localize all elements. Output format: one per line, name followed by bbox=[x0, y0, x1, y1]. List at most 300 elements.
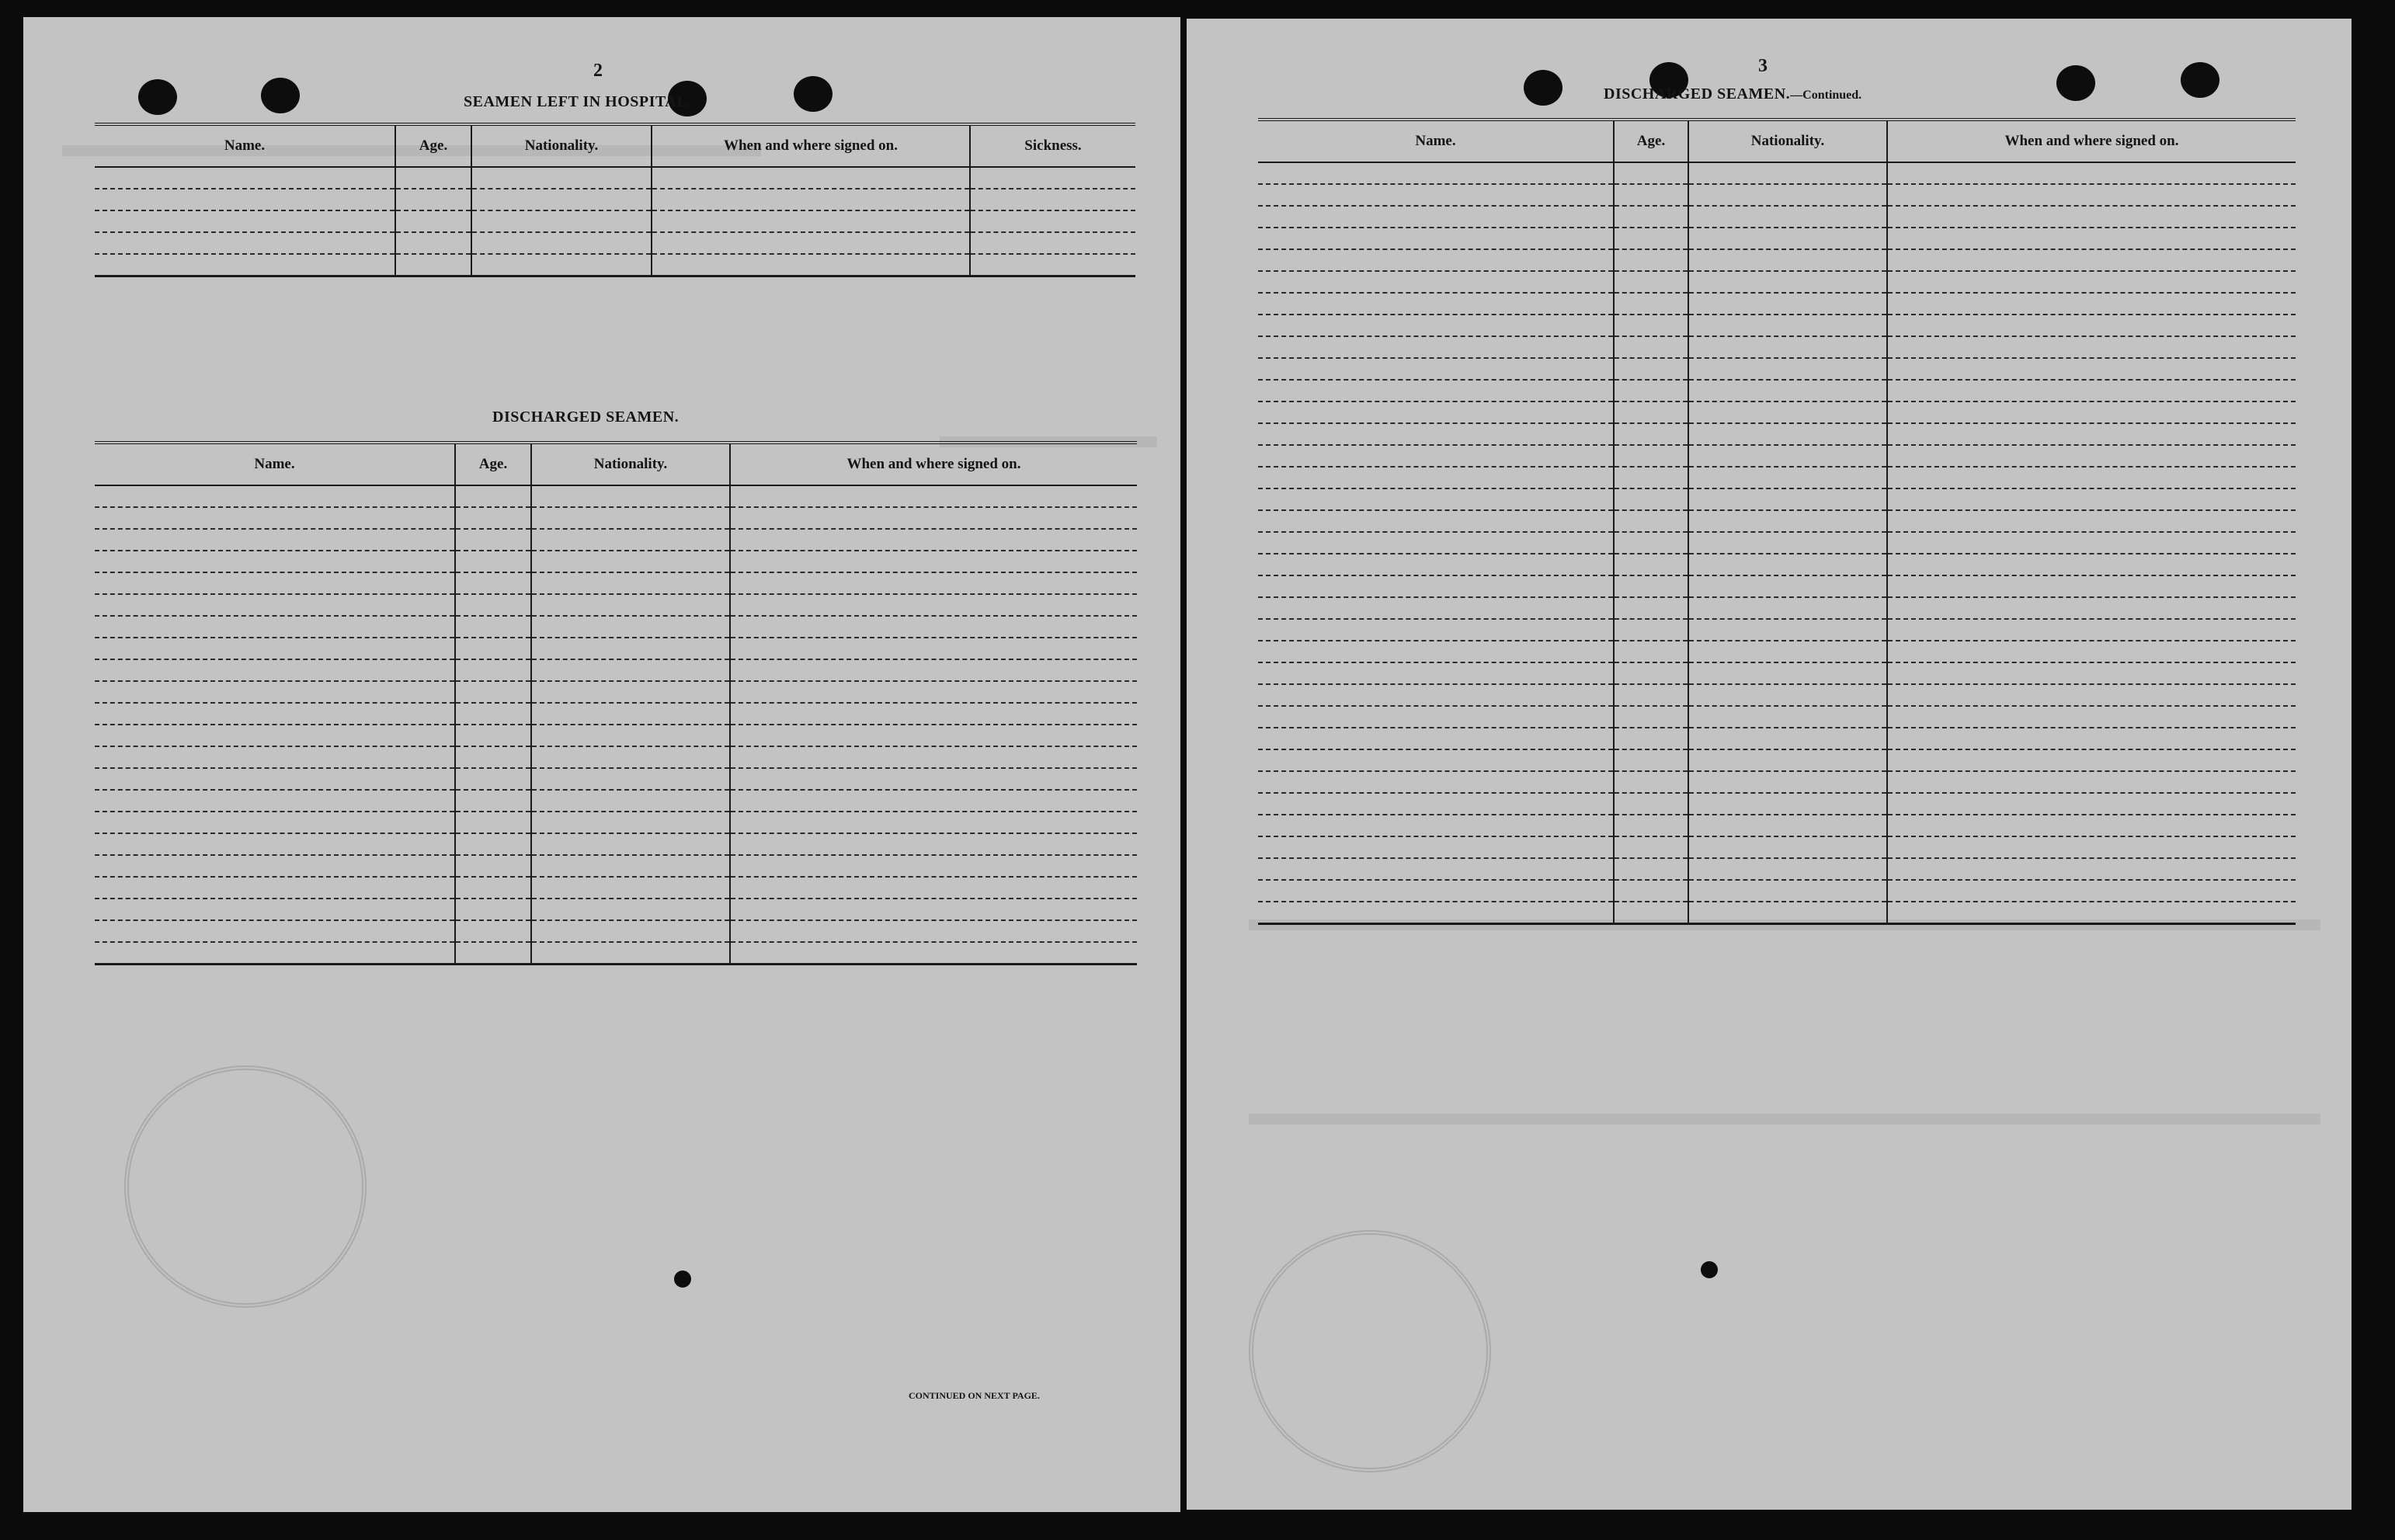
table-cell bbox=[1614, 793, 1688, 815]
table-cell bbox=[531, 659, 730, 681]
table-cell bbox=[1614, 902, 1688, 924]
table-cell bbox=[1688, 619, 1887, 641]
table-row bbox=[1258, 902, 2296, 924]
table-cell bbox=[1258, 880, 1614, 902]
table-cell bbox=[1258, 902, 1614, 924]
table-row bbox=[1258, 380, 2296, 402]
table-cell bbox=[531, 920, 730, 942]
table-cell bbox=[531, 833, 730, 855]
column-header-name: Name. bbox=[95, 443, 455, 485]
table-cell bbox=[1688, 162, 1887, 184]
table-cell bbox=[531, 507, 730, 529]
table-row bbox=[1258, 706, 2296, 728]
table-cell bbox=[1614, 815, 1688, 836]
table-row bbox=[95, 812, 1137, 833]
table-cell bbox=[1688, 880, 1887, 902]
table-row bbox=[1258, 554, 2296, 575]
table-cell bbox=[1688, 597, 1887, 619]
table-cell bbox=[730, 485, 1137, 507]
table-cell bbox=[730, 594, 1137, 616]
table-row bbox=[95, 551, 1137, 572]
discharged-table bbox=[95, 441, 1137, 965]
table-cell bbox=[1887, 423, 2296, 445]
table-cell bbox=[471, 167, 652, 189]
table-cell bbox=[95, 210, 395, 232]
table-cell bbox=[1688, 532, 1887, 554]
table-cell bbox=[1258, 815, 1614, 836]
table-cell bbox=[1887, 271, 2296, 293]
table-cell bbox=[1614, 749, 1688, 771]
table-cell bbox=[471, 189, 652, 210]
column-header-age: Age. bbox=[455, 443, 531, 485]
table-cell bbox=[1258, 293, 1614, 315]
table-cell bbox=[1688, 249, 1887, 271]
table-row bbox=[1258, 206, 2296, 228]
table-cell bbox=[1614, 706, 1688, 728]
table-cell bbox=[1688, 206, 1887, 228]
table-cell bbox=[531, 529, 730, 551]
table-row bbox=[95, 681, 1137, 703]
table-cell bbox=[730, 681, 1137, 703]
table-cell bbox=[1258, 228, 1614, 249]
table-row bbox=[1258, 271, 2296, 293]
table-cell bbox=[95, 638, 455, 659]
table-cell bbox=[1887, 445, 2296, 467]
table-cell bbox=[1887, 206, 2296, 228]
table-row bbox=[1258, 641, 2296, 662]
table-row bbox=[1258, 815, 2296, 836]
table-cell bbox=[1614, 228, 1688, 249]
table-cell bbox=[455, 681, 531, 703]
table-cell bbox=[1688, 293, 1887, 315]
table-cell bbox=[1258, 336, 1614, 358]
table-cell bbox=[1258, 488, 1614, 510]
table-cell bbox=[1887, 228, 2296, 249]
table-cell bbox=[1614, 662, 1688, 684]
table-row bbox=[1258, 445, 2296, 467]
column-header-name: Name. bbox=[1258, 120, 1614, 162]
table-cell bbox=[1887, 336, 2296, 358]
table-cell bbox=[1688, 184, 1887, 206]
table-cell bbox=[1258, 662, 1614, 684]
table-cell bbox=[95, 790, 455, 812]
punch-hole bbox=[261, 78, 300, 113]
table-cell bbox=[531, 485, 730, 507]
table-cell bbox=[531, 616, 730, 638]
punch-hole bbox=[794, 76, 833, 112]
table-cell bbox=[1688, 836, 1887, 858]
table-row bbox=[1258, 597, 2296, 619]
table-cell bbox=[730, 572, 1137, 594]
column-header-signed-on: When and where signed on. bbox=[730, 443, 1137, 485]
table-cell bbox=[1887, 836, 2296, 858]
table-row bbox=[1258, 684, 2296, 706]
table-cell bbox=[1887, 902, 2296, 924]
table-cell bbox=[1614, 597, 1688, 619]
table-cell bbox=[1258, 597, 1614, 619]
table-cell bbox=[95, 812, 455, 833]
table-cell bbox=[730, 877, 1137, 899]
table-cell bbox=[95, 507, 455, 529]
table-cell bbox=[395, 167, 471, 189]
table-cell bbox=[455, 572, 531, 594]
table-cell bbox=[1258, 445, 1614, 467]
table-cell bbox=[1258, 836, 1614, 858]
table-cell bbox=[1258, 271, 1614, 293]
table-row bbox=[95, 529, 1137, 551]
table-cell bbox=[531, 594, 730, 616]
table-row bbox=[1258, 836, 2296, 858]
table-row bbox=[95, 855, 1137, 877]
table-cell bbox=[1614, 271, 1688, 293]
table-cell bbox=[531, 812, 730, 833]
table-row bbox=[95, 920, 1137, 942]
table-cell bbox=[95, 855, 455, 877]
table-cell bbox=[1887, 402, 2296, 423]
punch-hole bbox=[1524, 70, 1562, 106]
punch-hole bbox=[2056, 65, 2095, 101]
table-cell bbox=[1887, 293, 2296, 315]
table-cell bbox=[1688, 336, 1887, 358]
table-cell bbox=[1258, 858, 1614, 880]
table-cell bbox=[970, 254, 1135, 276]
table-row bbox=[1258, 358, 2296, 380]
table-row bbox=[1258, 575, 2296, 597]
table-cell bbox=[455, 942, 531, 965]
table-cell bbox=[1688, 749, 1887, 771]
faint-stamp bbox=[1249, 1230, 1491, 1472]
table-row bbox=[1258, 749, 2296, 771]
table-cell bbox=[1258, 402, 1614, 423]
table-cell bbox=[1887, 641, 2296, 662]
page-number: 2 bbox=[593, 61, 603, 81]
table-row bbox=[95, 899, 1137, 920]
table-cell bbox=[455, 551, 531, 572]
table-cell bbox=[95, 529, 455, 551]
table-cell bbox=[1258, 641, 1614, 662]
table-cell bbox=[1688, 445, 1887, 467]
table-cell bbox=[531, 703, 730, 725]
table-cell bbox=[1614, 880, 1688, 902]
table-row bbox=[1258, 467, 2296, 488]
table-cell bbox=[1887, 162, 2296, 184]
table-cell bbox=[1614, 728, 1688, 749]
table-cell bbox=[1887, 749, 2296, 771]
table-cell bbox=[730, 507, 1137, 529]
table-cell bbox=[730, 855, 1137, 877]
ink-dot bbox=[1701, 1261, 1718, 1278]
hospital-table bbox=[95, 123, 1135, 277]
table-cell bbox=[1258, 728, 1614, 749]
table-row bbox=[95, 725, 1137, 746]
faint-stamp bbox=[124, 1065, 367, 1308]
table-row bbox=[1258, 662, 2296, 684]
table-cell bbox=[1887, 706, 2296, 728]
table-cell bbox=[1614, 858, 1688, 880]
table-cell bbox=[1688, 510, 1887, 532]
table-cell bbox=[1614, 358, 1688, 380]
table-cell bbox=[730, 812, 1137, 833]
table-cell bbox=[1688, 488, 1887, 510]
table-row bbox=[1258, 293, 2296, 315]
column-header-nationality: Nationality. bbox=[531, 443, 730, 485]
table-cell bbox=[970, 210, 1135, 232]
table-row bbox=[1258, 771, 2296, 793]
table-cell bbox=[471, 254, 652, 276]
table-cell bbox=[1258, 206, 1614, 228]
discharged-continued-title bbox=[1604, 85, 1861, 103]
ink-dot bbox=[674, 1271, 691, 1288]
table-cell bbox=[1887, 467, 2296, 488]
table-cell bbox=[95, 942, 455, 965]
table-cell bbox=[1688, 380, 1887, 402]
table-cell bbox=[1258, 706, 1614, 728]
punch-hole bbox=[138, 79, 177, 115]
table-cell bbox=[95, 485, 455, 507]
table-cell bbox=[395, 254, 471, 276]
table-cell bbox=[455, 485, 531, 507]
table-cell bbox=[531, 942, 730, 965]
table-row bbox=[95, 638, 1137, 659]
table-cell bbox=[455, 920, 531, 942]
table-cell bbox=[471, 232, 652, 254]
table-cell bbox=[455, 529, 531, 551]
column-header-signed-on: When and where signed on. bbox=[1887, 120, 2296, 162]
table-cell bbox=[95, 189, 395, 210]
table-cell bbox=[730, 659, 1137, 681]
table-cell bbox=[531, 790, 730, 812]
table-cell bbox=[531, 899, 730, 920]
table-cell bbox=[1887, 619, 2296, 641]
table-row bbox=[1258, 728, 2296, 749]
table-cell bbox=[455, 616, 531, 638]
table-cell bbox=[531, 855, 730, 877]
table-cell bbox=[531, 551, 730, 572]
table-cell bbox=[1688, 858, 1887, 880]
table-cell bbox=[1614, 249, 1688, 271]
table-cell bbox=[1614, 336, 1688, 358]
table-cell bbox=[1887, 358, 2296, 380]
table-cell bbox=[730, 746, 1137, 768]
table-row bbox=[95, 746, 1137, 768]
column-header-nationality: Nationality. bbox=[471, 124, 652, 167]
table-cell bbox=[1258, 554, 1614, 575]
table-cell bbox=[1887, 554, 2296, 575]
table-cell bbox=[1258, 315, 1614, 336]
table-row bbox=[1258, 423, 2296, 445]
table-row bbox=[95, 232, 1135, 254]
table-cell bbox=[95, 232, 395, 254]
table-cell bbox=[1258, 249, 1614, 271]
column-header-name: Name. bbox=[95, 124, 395, 167]
table-cell bbox=[730, 703, 1137, 725]
table-cell bbox=[1258, 467, 1614, 488]
table-cell bbox=[1887, 184, 2296, 206]
table-row bbox=[1258, 402, 2296, 423]
table-cell bbox=[1887, 488, 2296, 510]
table-cell bbox=[1688, 641, 1887, 662]
table-cell bbox=[1887, 858, 2296, 880]
table-cell bbox=[1258, 684, 1614, 706]
table-cell bbox=[1614, 293, 1688, 315]
table-row bbox=[1258, 858, 2296, 880]
table-cell bbox=[1688, 728, 1887, 749]
table-cell bbox=[95, 616, 455, 638]
table-cell bbox=[455, 746, 531, 768]
column-header-nationality: Nationality. bbox=[1688, 120, 1887, 162]
table-cell bbox=[730, 899, 1137, 920]
table-cell bbox=[1614, 554, 1688, 575]
table-cell bbox=[1688, 271, 1887, 293]
table-row bbox=[1258, 315, 2296, 336]
table-cell bbox=[1614, 532, 1688, 554]
table-cell bbox=[1614, 162, 1688, 184]
table-cell bbox=[1887, 880, 2296, 902]
hospital-section-title: SEAMEN LEFT IN HOSPITAL. bbox=[464, 93, 692, 110]
table-cell bbox=[395, 232, 471, 254]
table-cell bbox=[1688, 902, 1887, 924]
table-cell bbox=[1887, 575, 2296, 597]
table-cell bbox=[455, 659, 531, 681]
continued-note: CONTINUED ON NEXT PAGE. bbox=[909, 1390, 1040, 1401]
table-cell bbox=[970, 232, 1135, 254]
discharged-section-title: DISCHARGED SEAMEN. bbox=[492, 408, 680, 426]
table-cell bbox=[1887, 532, 2296, 554]
table-cell bbox=[1688, 358, 1887, 380]
table-row bbox=[1258, 184, 2296, 206]
table-cell bbox=[455, 899, 531, 920]
table-cell bbox=[730, 790, 1137, 812]
table-cell bbox=[531, 572, 730, 594]
table-cell bbox=[95, 833, 455, 855]
table-row bbox=[1258, 336, 2296, 358]
table-cell bbox=[1614, 836, 1688, 858]
table-cell bbox=[1614, 423, 1688, 445]
table-cell bbox=[95, 254, 395, 276]
table-cell bbox=[95, 703, 455, 725]
table-cell bbox=[1614, 510, 1688, 532]
table-cell bbox=[1258, 423, 1614, 445]
table-cell bbox=[652, 232, 970, 254]
table-row bbox=[1258, 162, 2296, 184]
table-cell bbox=[1688, 793, 1887, 815]
table-cell bbox=[1887, 315, 2296, 336]
table-cell bbox=[95, 659, 455, 681]
table-row bbox=[95, 485, 1137, 507]
table-row bbox=[1258, 880, 2296, 902]
page-number: 3 bbox=[1758, 56, 1768, 76]
table-row bbox=[95, 572, 1137, 594]
table-cell bbox=[1258, 532, 1614, 554]
table-cell bbox=[1887, 249, 2296, 271]
table-cell bbox=[652, 254, 970, 276]
table-cell bbox=[1258, 793, 1614, 815]
table-row bbox=[95, 189, 1135, 210]
table-cell bbox=[970, 167, 1135, 189]
table-cell bbox=[455, 855, 531, 877]
table-cell bbox=[1614, 184, 1688, 206]
table-cell bbox=[1258, 358, 1614, 380]
table-cell bbox=[531, 638, 730, 659]
table-row bbox=[1258, 510, 2296, 532]
table-cell bbox=[1614, 488, 1688, 510]
table-cell bbox=[1258, 749, 1614, 771]
table-cell bbox=[95, 551, 455, 572]
table-row bbox=[95, 942, 1137, 965]
punch-hole bbox=[2181, 62, 2219, 98]
table-cell bbox=[1688, 467, 1887, 488]
table-cell bbox=[1688, 771, 1887, 793]
table-cell bbox=[1614, 445, 1688, 467]
table-row bbox=[95, 790, 1137, 812]
table-cell bbox=[95, 681, 455, 703]
table-cell bbox=[455, 507, 531, 529]
table-cell bbox=[1258, 162, 1614, 184]
column-header-signed-on: When and where signed on. bbox=[652, 124, 970, 167]
table-cell bbox=[471, 210, 652, 232]
table-cell bbox=[1887, 510, 2296, 532]
table-cell bbox=[455, 833, 531, 855]
table-cell bbox=[1688, 662, 1887, 684]
table-row bbox=[95, 616, 1137, 638]
table-row bbox=[95, 254, 1135, 276]
table-cell bbox=[1614, 206, 1688, 228]
table-cell bbox=[730, 638, 1137, 659]
table-row bbox=[95, 833, 1137, 855]
table-cell bbox=[455, 790, 531, 812]
table-cell bbox=[95, 899, 455, 920]
table-row bbox=[1258, 488, 2296, 510]
table-cell bbox=[1887, 815, 2296, 836]
table-row bbox=[1258, 249, 2296, 271]
bleed-through bbox=[1249, 1114, 2320, 1125]
table-cell bbox=[652, 189, 970, 210]
table-cell bbox=[1258, 184, 1614, 206]
column-header-age: Age. bbox=[395, 124, 471, 167]
table-cell bbox=[531, 681, 730, 703]
table-cell bbox=[455, 703, 531, 725]
table-cell bbox=[1614, 771, 1688, 793]
table-cell bbox=[531, 746, 730, 768]
table-cell bbox=[95, 594, 455, 616]
table-cell bbox=[395, 189, 471, 210]
table-row bbox=[95, 167, 1135, 189]
table-row bbox=[95, 703, 1137, 725]
table-cell bbox=[455, 725, 531, 746]
table-cell bbox=[531, 877, 730, 899]
table-cell bbox=[1688, 684, 1887, 706]
table-cell bbox=[970, 189, 1135, 210]
table-cell bbox=[1688, 554, 1887, 575]
table-cell bbox=[730, 616, 1137, 638]
table-cell bbox=[730, 920, 1137, 942]
table-cell bbox=[1887, 662, 2296, 684]
table-cell bbox=[95, 877, 455, 899]
table-cell bbox=[1887, 380, 2296, 402]
table-cell bbox=[1887, 597, 2296, 619]
table-cell bbox=[1614, 380, 1688, 402]
table-cell bbox=[1688, 228, 1887, 249]
table-cell bbox=[1258, 771, 1614, 793]
table-cell bbox=[1688, 706, 1887, 728]
table-row bbox=[95, 594, 1137, 616]
table-cell bbox=[1258, 619, 1614, 641]
table-cell bbox=[1887, 793, 2296, 815]
table-cell bbox=[730, 942, 1137, 965]
table-cell bbox=[455, 877, 531, 899]
table-cell bbox=[1614, 619, 1688, 641]
table-cell bbox=[1688, 315, 1887, 336]
